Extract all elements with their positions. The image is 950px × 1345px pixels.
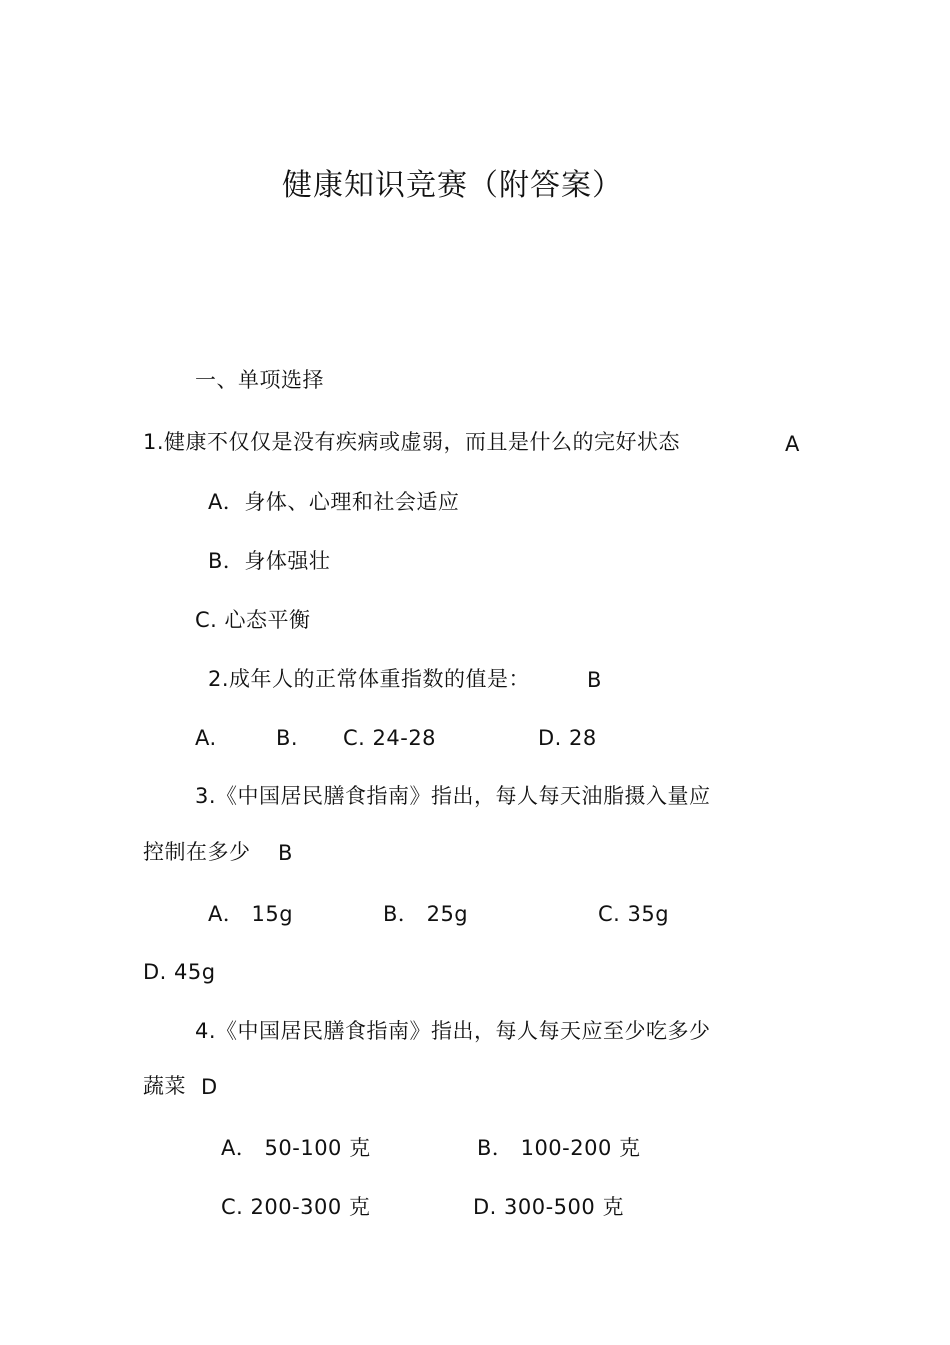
question-4-option-b: B． 100-200 克 xyxy=(477,1136,641,1160)
question-3-text-line-2: 控制在多少 xyxy=(143,840,251,864)
question-3-option-d: D. 45g xyxy=(143,960,216,984)
question-4-option-d: D. 300-500 克 xyxy=(473,1195,624,1219)
question-4-answer: D xyxy=(201,1075,218,1099)
question-3-answer: B xyxy=(278,841,293,865)
question-3-option-b: B． 25g xyxy=(383,902,469,926)
question-1-option-a: A．身体、心理和社会适应 xyxy=(208,490,460,514)
question-3-option-a: A． 15g xyxy=(208,902,294,926)
document-title: 健康知识竞赛（附答案） xyxy=(282,168,623,203)
question-2-answer: B xyxy=(587,668,602,692)
question-3-option-c: C. 35g xyxy=(598,902,670,926)
question-4-text-line-2: 蔬菜 xyxy=(143,1074,186,1098)
question-1-answer: A xyxy=(785,432,800,456)
section-heading: 一、单项选择 xyxy=(195,368,324,392)
question-2-option-d: D. 28 xyxy=(538,726,597,750)
question-2-option-b: B. xyxy=(276,726,299,750)
question-1-option-c: C. 心态平衡 xyxy=(195,608,311,632)
question-1-option-b: B．身体强壮 xyxy=(208,549,331,573)
question-2-option-a: A. xyxy=(195,726,217,750)
question-4-option-c: C. 200-300 克 xyxy=(221,1195,371,1219)
question-3-text-line-1: 3.《中国居民膳食指南》指出，每人每天油脂摄入量应 xyxy=(195,784,711,808)
question-2-text: 2.成年人的正常体重指数的值是： xyxy=(208,667,531,691)
question-1-text: 1.健康不仅仅是没有疾病或虚弱，而且是什么的完好状态 xyxy=(143,430,681,454)
question-4-text-line-1: 4.《中国居民膳食指南》指出，每人每天应至少吃多少 xyxy=(195,1019,711,1043)
question-2-option-c: C. 24-28 xyxy=(343,726,437,750)
question-4-option-a: A． 50-100 克 xyxy=(221,1136,371,1160)
